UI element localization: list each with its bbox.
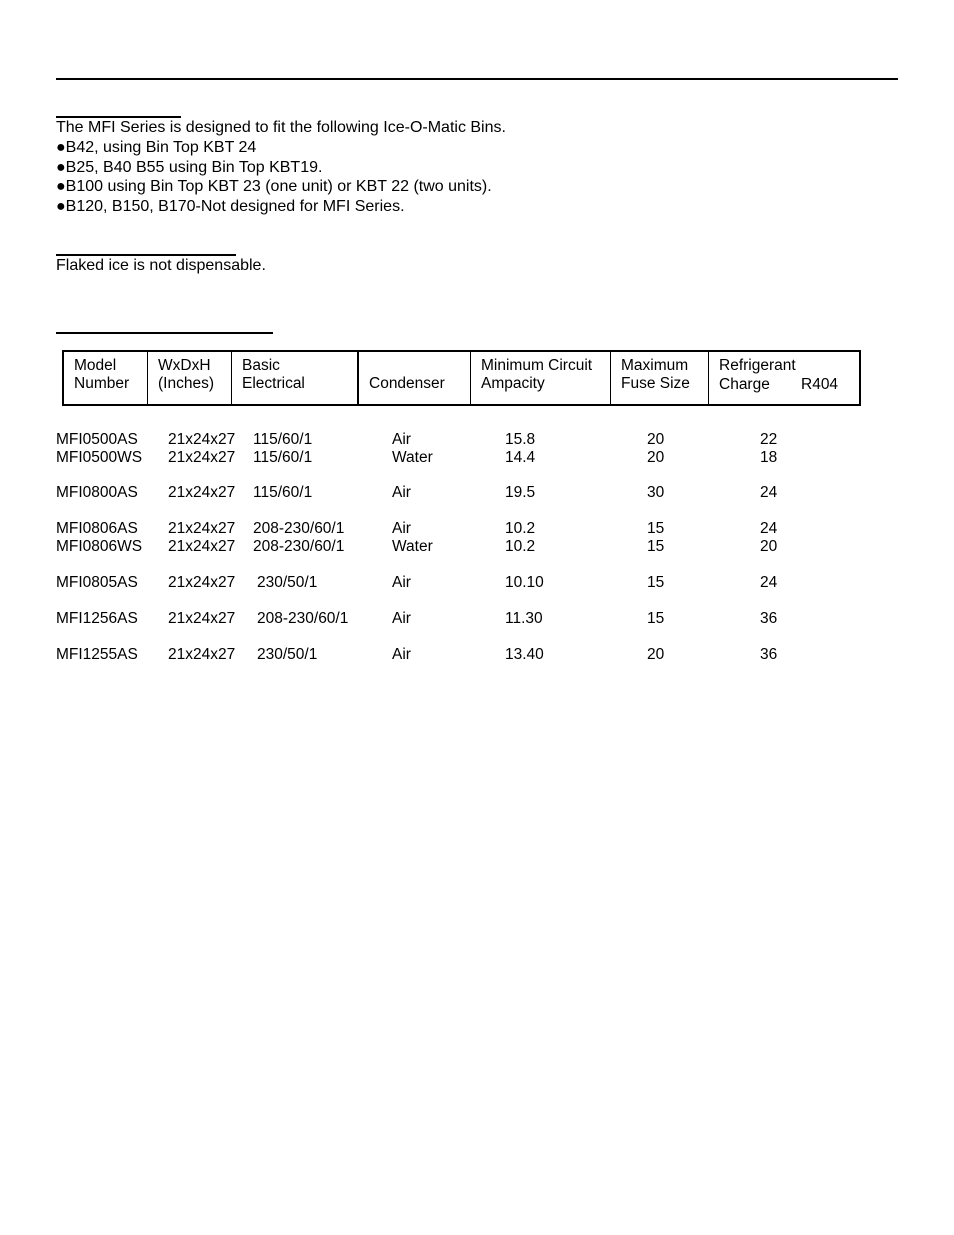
cell-dimensions: 21x24x27 [168,538,236,555]
top-rule [56,78,898,80]
cell-condenser: Water [392,449,433,466]
cell-model: MFI1255AS [56,646,138,663]
header-model-line2: Number [74,375,130,392]
header-ampacity-line2: Ampacity [481,375,545,392]
header-fuse-line1: Maximum [621,357,689,374]
header-refrigerant-type: R404 [801,376,839,393]
header-divider [357,352,359,404]
cell-electrical: 208-230/60/1 [257,610,349,627]
cell-fuse: 15 [647,574,665,591]
cell-charge: 24 [760,520,778,537]
cell-charge: 22 [760,431,778,448]
dispensing-note: Flaked ice is not dispensable. [56,257,266,274]
cell-model: MFI0806AS [56,520,138,537]
cell-electrical: 230/50/1 [257,574,318,591]
section-heading-underline [56,332,273,334]
cell-model: MFI0500AS [56,431,138,448]
header-divider [708,352,709,404]
cell-ampacity: 19.5 [505,484,536,501]
cell-charge: 36 [760,610,778,627]
cell-dimensions: 21x24x27 [168,484,236,501]
header-fuse-line2: Fuse Size [621,375,690,392]
cell-electrical: 115/60/1 [253,431,313,448]
cell-ampacity: 10.2 [505,538,536,555]
header-divider [470,352,471,404]
cell-fuse: 15 [647,610,665,627]
cell-condenser: Air [392,431,411,448]
cell-charge: 36 [760,646,778,663]
cell-model: MFI0800AS [56,484,138,501]
cell-ampacity: 13.40 [505,646,544,663]
cell-ampacity: 15.8 [505,431,536,448]
cell-ampacity: 10.2 [505,520,536,537]
cell-dimensions: 21x24x27 [168,431,236,448]
cell-electrical: 115/60/1 [253,484,313,501]
cell-fuse: 30 [647,484,665,501]
cell-electrical: 115/60/1 [253,449,313,466]
cell-electrical: 208-230/60/1 [253,538,345,555]
cell-dimensions: 21x24x27 [168,646,236,663]
cell-dimensions: 21x24x27 [168,449,236,466]
header-electrical-line2: Electrical [242,375,305,392]
cell-model: MFI0806WS [56,538,143,555]
cell-charge: 24 [760,484,778,501]
header-electrical-line1: Basic [242,357,280,374]
bullet-item: ●B100 using Bin Top KBT 23 (one unit) or KBT 22 (two units). [56,178,492,195]
cell-charge: 18 [760,449,778,466]
cell-fuse: 20 [647,646,665,663]
compatibility-intro: The MFI Series is designed to fit the following Ice-O-Matic Bins. [56,119,506,136]
cell-fuse: 20 [647,449,665,466]
header-divider [231,352,232,404]
cell-fuse: 15 [647,538,665,555]
cell-fuse: 15 [647,520,665,537]
header-model-line1: Model [74,357,117,374]
cell-fuse: 20 [647,431,665,448]
cell-model: MFI0500WS [56,449,143,466]
cell-ampacity: 11.30 [505,610,543,627]
bullet-item: ●B42, using Bin Top KBT 24 [56,139,257,156]
cell-condenser: Air [392,646,411,663]
header-refrigerant-line2: Charge [719,376,770,393]
bullet-item: ●B120, B150, B170-Not designed for MFI Series. [56,198,405,215]
cell-model: MFI1256AS [56,610,138,627]
cell-dimensions: 21x24x27 [168,610,236,627]
cell-electrical: 208-230/60/1 [253,520,345,537]
header-divider [610,352,611,404]
cell-charge: 24 [760,574,778,591]
cell-ampacity: 14.4 [505,449,536,466]
cell-condenser: Air [392,610,411,627]
header-ampacity-line1: Minimum Circuit [481,357,593,374]
cell-condenser: Water [392,538,433,555]
header-refrigerant-line1: Refrigerant [719,357,796,374]
cell-dimensions: 21x24x27 [168,520,236,537]
header-dimensions-line1: WxDxH [158,357,211,374]
cell-electrical: 230/50/1 [257,646,318,663]
cell-model: MFI0805AS [56,574,138,591]
header-dimensions-line2: (Inches) [158,375,214,392]
cell-dimensions: 21x24x27 [168,574,236,591]
cell-ampacity: 10.10 [505,574,544,591]
cell-condenser: Air [392,574,411,591]
header-condenser: Condenser [369,375,445,392]
cell-condenser: Air [392,484,411,501]
header-divider [147,352,148,404]
cell-condenser: Air [392,520,411,537]
cell-charge: 20 [760,538,778,555]
bullet-item: ●B25, B40 B55 using Bin Top KBT19. [56,159,323,176]
